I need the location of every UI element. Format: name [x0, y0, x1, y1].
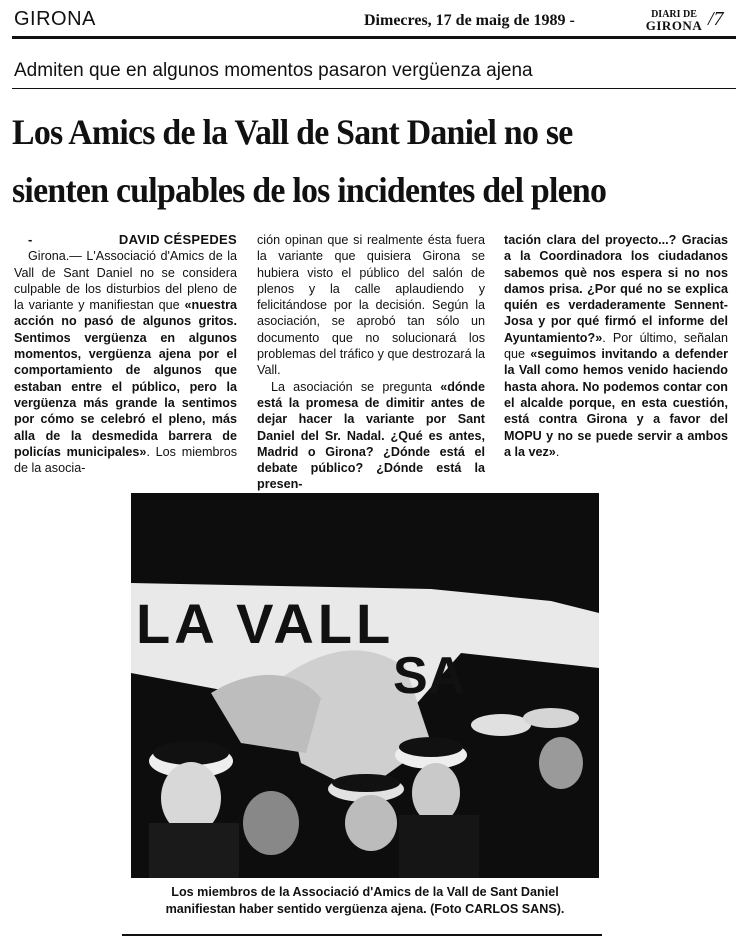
- headline-line-1: Los Amics de la Vall de Sant Daniel no se: [12, 112, 573, 152]
- article-column-1: [14, 232, 237, 476]
- column-1-tail: . Los miembros de la asocia-: [14, 444, 238, 476]
- photo-illustration: [131, 493, 599, 878]
- byline-name: DAVID CÉSPEDES: [118, 232, 237, 247]
- news-photo: [131, 493, 599, 878]
- column-2-paragraph-1: ción opinan que si realmente ésta fuera la variante que quisiera Girona se hubiera visto el público del salón de plenos y la calle aplaudiendo y felicitándose por la decisión. Según la asociación, se aprobó tan sólo un documento que no solucionará los problemas del tráfico y que destrozará la Vall.: [257, 233, 485, 378]
- column-2-paragraph-2: [257, 379, 485, 493]
- masthead-logo-bottom: GIRONA: [645, 18, 703, 33]
- byline: [14, 232, 237, 248]
- column-1-quote: «nuestra acción no pasó de algunos gritos. Sentimos vergüenza en algunos momentos, vergüenza ajena por el comportamiento de algunos que estaban entre el público, pero la vergüenza más grande la sentimos por cómo se celebró el pleno, más alla de la desmedida barrera de policías municipales»: [14, 298, 237, 459]
- kicker: Admiten que en algunos momentos pasaron vergüenza ajena: [14, 60, 533, 81]
- column-3-end: .: [555, 444, 560, 459]
- column-3-quote-1: tación clara del proyecto...? Gracias a la Coordinadora los ciudadanos sabemos què nos espera si no nos damos prisa. ¿Por qué no se explica quién es verdaderamente Sennent-Josa y por qué firmó el informe del Ayuntamiento?»: [504, 233, 728, 345]
- page-number: /7: [708, 8, 724, 30]
- banner-text-2: SA: [393, 647, 466, 705]
- masthead-logo-top: DIARI DE: [651, 9, 697, 20]
- column-1-text: L'Associació d'Amics de la Vall de Sant Daniel no se considera culpable de los disturbios del pleno de la variante y manifiestan que: [14, 249, 237, 313]
- column-3-quote-2: «seguimos invitando a defender la Vall como hemos venido haciendo hasta ahora. No podemos contar con el alcalde porque, en esta cuestión, está contra Girona y a favor del MOPU y no se puede servir a ambos a la vez»: [504, 347, 729, 459]
- column-3-paragraph: [504, 232, 728, 460]
- caption-line-1: Los miembros de la Associació d'Amics de la Vall de Sant Daniel: [171, 885, 559, 899]
- column-2-quote: «dónde está la promesa de dimitir antes de dejar hacer la variante por Sant Daniel del Sr. Nadal. ¿Qué es antes, Madrid o Girona? ¿Dónde está el debate público? ¿Dónde está la presen-: [257, 379, 485, 492]
- article-column-2: [257, 232, 485, 493]
- column-1-paragraph: [14, 248, 237, 476]
- section-name: GIRONA: [14, 8, 96, 30]
- photo-caption: [131, 884, 599, 918]
- kicker-rule: [12, 88, 736, 89]
- column-3-text: . Por último, señalan que: [504, 330, 728, 362]
- masthead-logo: [644, 9, 704, 31]
- article-column-3: [504, 232, 728, 460]
- headline: [12, 103, 606, 219]
- headline-line-2: sienten culpables de los incidentes del pleno: [12, 170, 607, 210]
- footer-rule: [122, 934, 602, 936]
- dateline: Girona.—: [28, 249, 82, 264]
- banner-text: LA VALL: [136, 592, 395, 655]
- caption-line-2: manifiestan haber sentido vergüenza ajena. (Foto CARLOS SANS).: [165, 902, 565, 916]
- byline-dash: -: [28, 232, 33, 247]
- column-2-text: La asociación se pregunta: [271, 379, 441, 394]
- issue-date: Dimecres, 17 de maig de 1989 -: [364, 12, 575, 29]
- header-rule: [12, 36, 736, 39]
